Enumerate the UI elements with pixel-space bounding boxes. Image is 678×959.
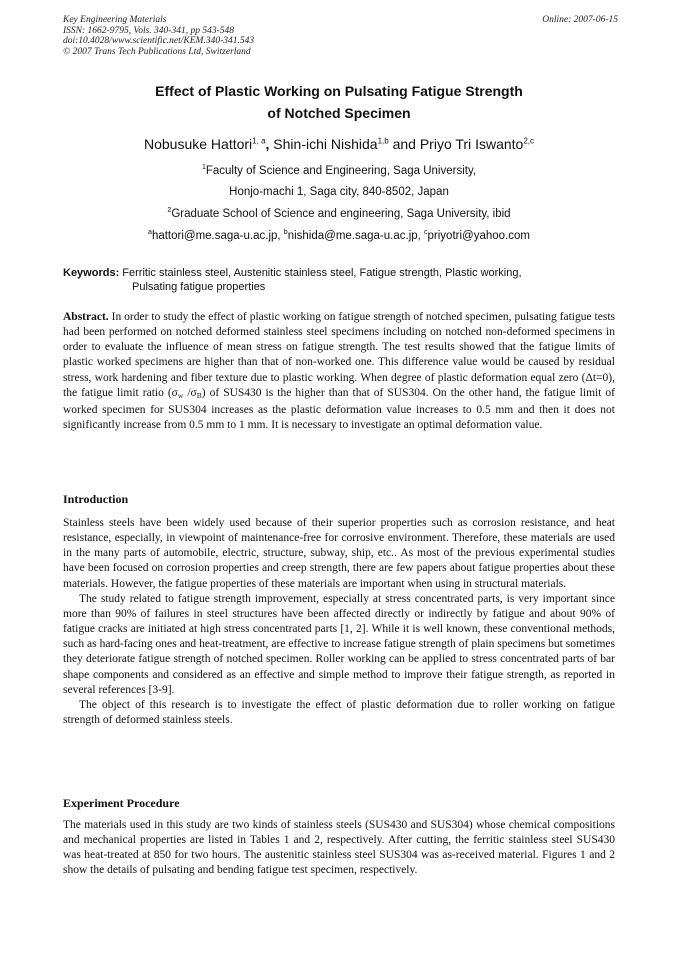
abstract-label: Abstract. xyxy=(63,311,109,323)
experiment-body xyxy=(63,818,615,879)
keywords-block xyxy=(63,266,615,294)
abstract-text-1: In order to study the effect of plastic working on fatigue strength of notched specimen, pulsating fatigue tests had been performed on notched deformed stainless steel specimens including on notched non-deformed specimens in order to evaluate the influence of mean stress on fatigue strength. The test results showed that the fatigue limits of plastic worked specimens are higher than that of non-worked one. This difference value would be caused by residual stress, work hardening and fiber texture due to plastic working. When degree of plastic deformation equal zero (Δt=0), the fatigue limit ratio (σ xyxy=(63,311,615,399)
author-1-sup: 1, a xyxy=(252,136,266,146)
affiliation-2-sup: 2 xyxy=(167,207,172,214)
paper-title xyxy=(63,80,615,124)
email-line xyxy=(63,229,615,242)
author-3-name: and Priyo Tri Iswanto xyxy=(388,136,524,152)
email-c: priyotri@yahoo.com xyxy=(427,229,530,242)
affiliation-1-text: Faculty of Science and Engineering, Saga University, xyxy=(205,164,477,177)
affiliation-2 xyxy=(63,207,615,220)
author-2-sup: 1,b xyxy=(377,136,389,146)
abstract-text-3: ) of SUS430 is the higher than that of SUS304. On the other hand, the fatigue limit of worked specimen for SUS304 increases as the plastic deformation value increases to 0.5 mm and then it does not significantly increase from 0.5 mm to 1 mm. It is necessary to investigate an optimal deformation value. xyxy=(63,386,615,432)
issn-line: ISSN: 1662-9795, Vols. 340-341, pp 543-548 xyxy=(63,25,234,36)
author-separator: , xyxy=(265,136,270,152)
copyright-line: © 2007 Trans Tech Publications Ltd, Switzerland xyxy=(63,46,251,57)
title-line-1: Effect of Plastic Working on Pulsating Fatigue Strength xyxy=(155,83,523,99)
title-line-2: of Notched Specimen xyxy=(267,105,411,121)
author-3-sup: 2,c xyxy=(523,136,534,146)
abstract-sub-w: w xyxy=(177,390,184,400)
email-a: hattori@me.saga-u.ac.jp, xyxy=(151,229,284,242)
affiliation-1-address: Honjo-machi 1, Saga city, 840-8502, Japan xyxy=(229,186,449,198)
keywords-label: Keywords: xyxy=(63,267,120,279)
email-b: nishida@me.saga-u.ac.jp, xyxy=(287,229,425,242)
experiment-paragraph-1: The materials used in this study are two kinds of stainless steels (SUS430 and SUS304) whose chemical compositions and mechanical properties are listed in Tables 1 and 2, respectively. After cutting, the ferritic stainless steel SUS430 was heat-treated at 850 for two hours. The austenitic stainless steel SUS304 was as-received material. Figures 1 and 2 show the details of pulsating and bending fatigue test specimen, respectively. xyxy=(63,819,615,877)
introduction-body xyxy=(63,516,615,728)
introduction-paragraph-2: The study related to fatigue strength improvement, especially at stress concentrated parts, is very important since more than 90% of failures in steel structures have been affected directly or indirectly by fatigue and about 90% of fatigue cracks are initiated at high stress concentrated parts [1, 2]. While it is well known, these conventional methods, such as hard-facing ones and heat-treatment, are effective to increase fatigue strength of plain specimens but sometimes they deteriorate fatigue strength of notched specimen. Roller working can be applied to stress concentrated parts of bar shape components and considered as an effective and simple method to improve their fatigue strength, as reported in several references [3-9]. xyxy=(63,592,615,696)
journal-header xyxy=(63,15,618,57)
abstract-block xyxy=(63,310,615,433)
experiment-heading: Experiment Procedure xyxy=(63,796,180,810)
email-a-sup: a xyxy=(148,229,152,236)
affiliation-1 xyxy=(63,164,615,177)
introduction-heading: Introduction xyxy=(63,492,129,506)
online-date: Online: 2007-06-15 xyxy=(542,15,618,25)
keywords-line-1: Ferritic stainless steel, Austenitic stainless steel, Fatigue strength, Plastic working, xyxy=(119,267,522,279)
author-1-name: Nobusuke Hattori xyxy=(144,136,253,152)
introduction-paragraph-3: The object of this research is to investigate the effect of plastic deformation due to roller working on fatigue strength of deformed stainless steels. xyxy=(63,698,615,727)
abstract-sub-b: B xyxy=(196,390,202,400)
journal-name: Key Engineering Materials xyxy=(63,15,167,25)
introduction-paragraph-1: Stainless steels have been widely used because of their superior properties such as corrosion resistance, and heat resistance, especially, in viewpoint of maintenance-free for corrosive environment. Therefore, these materials are used in the many parts of automobile, electric, structure, subway, ship, etc.. As most of the previous experimental studies have been focused on corrosion properties and creep strength, there are few papers about fatigue properties about these materials. However, the fatigue properties of these materials are important when using in structural materials. xyxy=(63,517,615,590)
affiliation-1-sup: 1 xyxy=(201,164,206,171)
keywords-line-2: Pulsating fatigue properties xyxy=(132,281,266,293)
affiliation-2-text: Graduate School of Science and engineering, Saga University, ibid xyxy=(171,207,511,220)
email-b-sup: b xyxy=(283,229,288,236)
email-c-sup: c xyxy=(424,229,428,236)
abstract-text-2: /σ xyxy=(183,386,197,399)
author-2-name: Shin-ichi Nishida xyxy=(269,136,378,152)
author-list xyxy=(63,136,615,152)
doi-line: doi:10.4028/www.scientific.net/KEM.340-341.543 xyxy=(63,36,255,47)
